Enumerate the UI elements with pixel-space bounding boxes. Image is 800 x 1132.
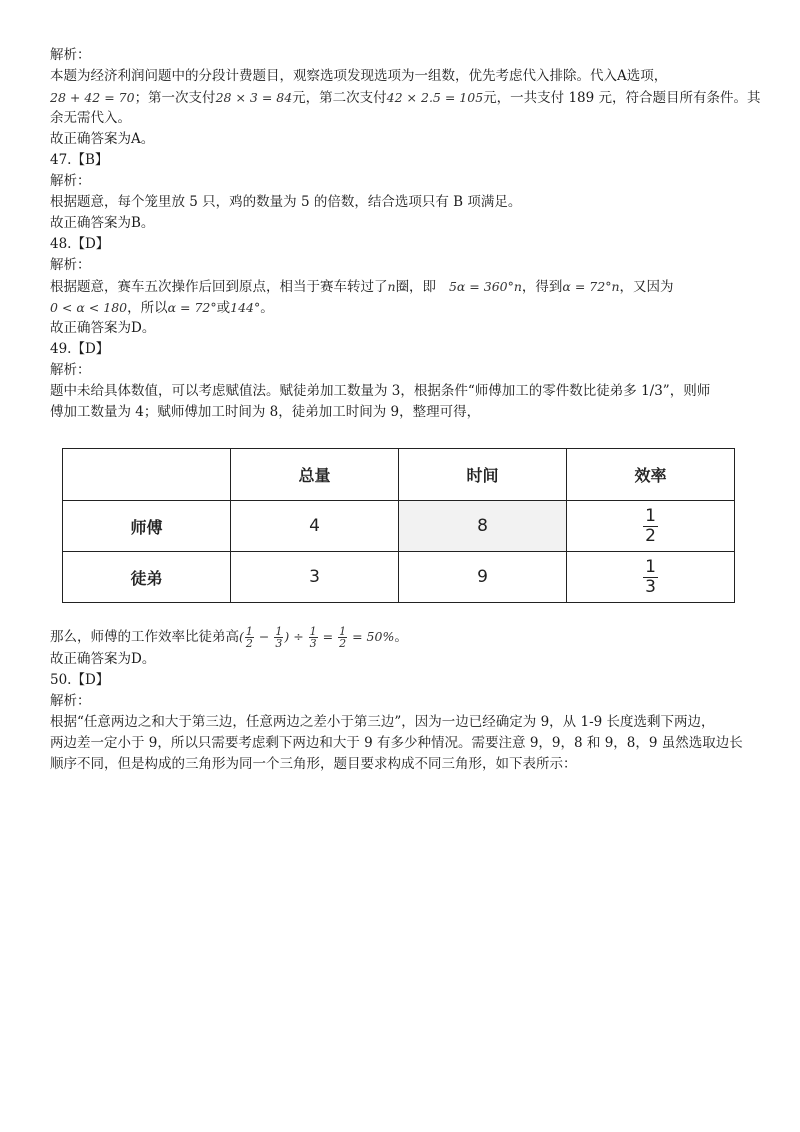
- s47-answer: 故正确答案为B。: [50, 215, 155, 231]
- q50-heading: 50.【D】: [50, 672, 110, 688]
- s49-para-1: 题中未给具体数值，可以考虑赋值法。赋徒弟加工数量为 3，根据条件“师傅加工的零件数比徒弟多 1/3”，则师: [50, 383, 711, 399]
- s46-jiexi-label: 解析：: [50, 47, 91, 63]
- fraction-half: $\frac{1}{2}$: [245, 625, 253, 650]
- s46-para-1: 本题为经济利润问题中的分段计费题目，观察选项发现选项为一组数，优先考虑代入排除。代入A选项，: [50, 68, 668, 84]
- s46-para-math: 28 + 42 = 70；第一次支付28 × 3 = 84元，第二次支付42 × 2.5 = 105元，一共支付 189 元，符合题目所有条件。其: [50, 90, 761, 106]
- header-efficiency: 效率: [567, 449, 735, 501]
- s48-para-2: 0 < α < 180，所以α = 72°或144°。: [50, 300, 274, 316]
- s49-answer: 故正确答案为D。: [50, 651, 156, 667]
- math-second-pay: 42 × 2.5 = 105: [386, 90, 484, 105]
- q48-heading: 48.【D】: [50, 236, 110, 252]
- math-first-pay: 28 × 3 = 84: [215, 90, 293, 105]
- s47-para-1: 根据题意，每个笼里放 5 只，鸡的数量为 5 的倍数，结合选项只有 B 项满足。: [50, 194, 522, 210]
- document-body: [50, 45, 760, 423]
- s46-answer: 故正确答案为A。: [50, 131, 155, 147]
- table-header-row: [63, 449, 735, 501]
- math-equation-1: 5α = 360°n: [448, 279, 522, 294]
- s50-para-2: 两边差一定小于 9，所以只需要考虑剩下两边和大于 9 有多少种情况。需要注意 9，9，8 和 9，8，9 虽然选取边长: [50, 735, 743, 751]
- cell-time: 8: [399, 501, 567, 552]
- s48-para-1: 根据题意，赛车五次操作后回到原点，相当于赛车转过了n圈，即 5α = 360°n，得到α = 72°n，又因为: [50, 279, 674, 295]
- s48-jiexi-label: 解析：: [50, 257, 91, 273]
- s49-jiexi-label: 解析：: [50, 362, 91, 378]
- cell-total: 4: [231, 501, 399, 552]
- s48-answer: 故正确答案为D。: [50, 320, 156, 336]
- table-corner-cell: [63, 449, 231, 501]
- math-sum: 28 + 42 = 70: [50, 90, 135, 105]
- math-equation-2: α = 72°n: [562, 279, 620, 294]
- s50-jiexi-label: 解析：: [50, 693, 91, 709]
- cell-total: 3: [231, 552, 399, 603]
- efficiency-table: [62, 448, 735, 603]
- efficiency-fraction: $\frac{1}{3}$: [645, 556, 656, 597]
- efficiency-fraction: $\frac{1}{2}$: [645, 505, 656, 546]
- s49-para-2: 傅加工数量为 4；赋师傅加工时间为 8，徒弟加工时间为 9，整理可得，: [50, 404, 481, 420]
- s49-conclusion: 那么，师傅的工作效率比徒弟高( $\frac{1}{2}$ − $\frac{1}{3}$ ) ÷ $\frac{1}{3}$ = $\frac{1}{2}$ = 50%。: [50, 625, 408, 650]
- s50-para-1: 根据“任意两边之和大于第三边，任意两边之差小于第三边”，因为一边已经确定为 9，从 1-9 长度选剩下两边，: [50, 714, 715, 730]
- q49-heading: 49.【D】: [50, 341, 110, 357]
- math-range: 0 < α < 180: [50, 300, 128, 315]
- cell-time: 9: [399, 552, 567, 603]
- header-total: 总量: [231, 449, 399, 501]
- q47-heading: 47.【B】: [50, 152, 109, 168]
- cell-efficiency: [567, 552, 735, 603]
- header-time: 时间: [399, 449, 567, 501]
- math-144: 144°: [230, 300, 261, 315]
- table-row: [63, 501, 735, 552]
- fraction-divisor: $\frac{1}{3}$: [309, 625, 317, 650]
- row-label-master: 师傅: [63, 501, 231, 552]
- s46-para-2: 余无需代入。: [50, 110, 131, 126]
- row-label-apprentice: 徒弟: [63, 552, 231, 603]
- fraction-result: $\frac{1}{2}$: [339, 625, 347, 650]
- cell-efficiency: [567, 501, 735, 552]
- fraction-third: $\frac{1}{3}$: [275, 625, 283, 650]
- math-alpha-72: α = 72°: [167, 300, 217, 315]
- s50-para-3: 顺序不同，但是构成的三角形为同一个三角形，题目要求构成不同三角形，如下表所示：: [50, 756, 577, 772]
- table-row: [63, 552, 735, 603]
- document-body-continued: [50, 625, 760, 775]
- math-n: n: [387, 279, 396, 294]
- s47-jiexi-label: 解析：: [50, 173, 91, 189]
